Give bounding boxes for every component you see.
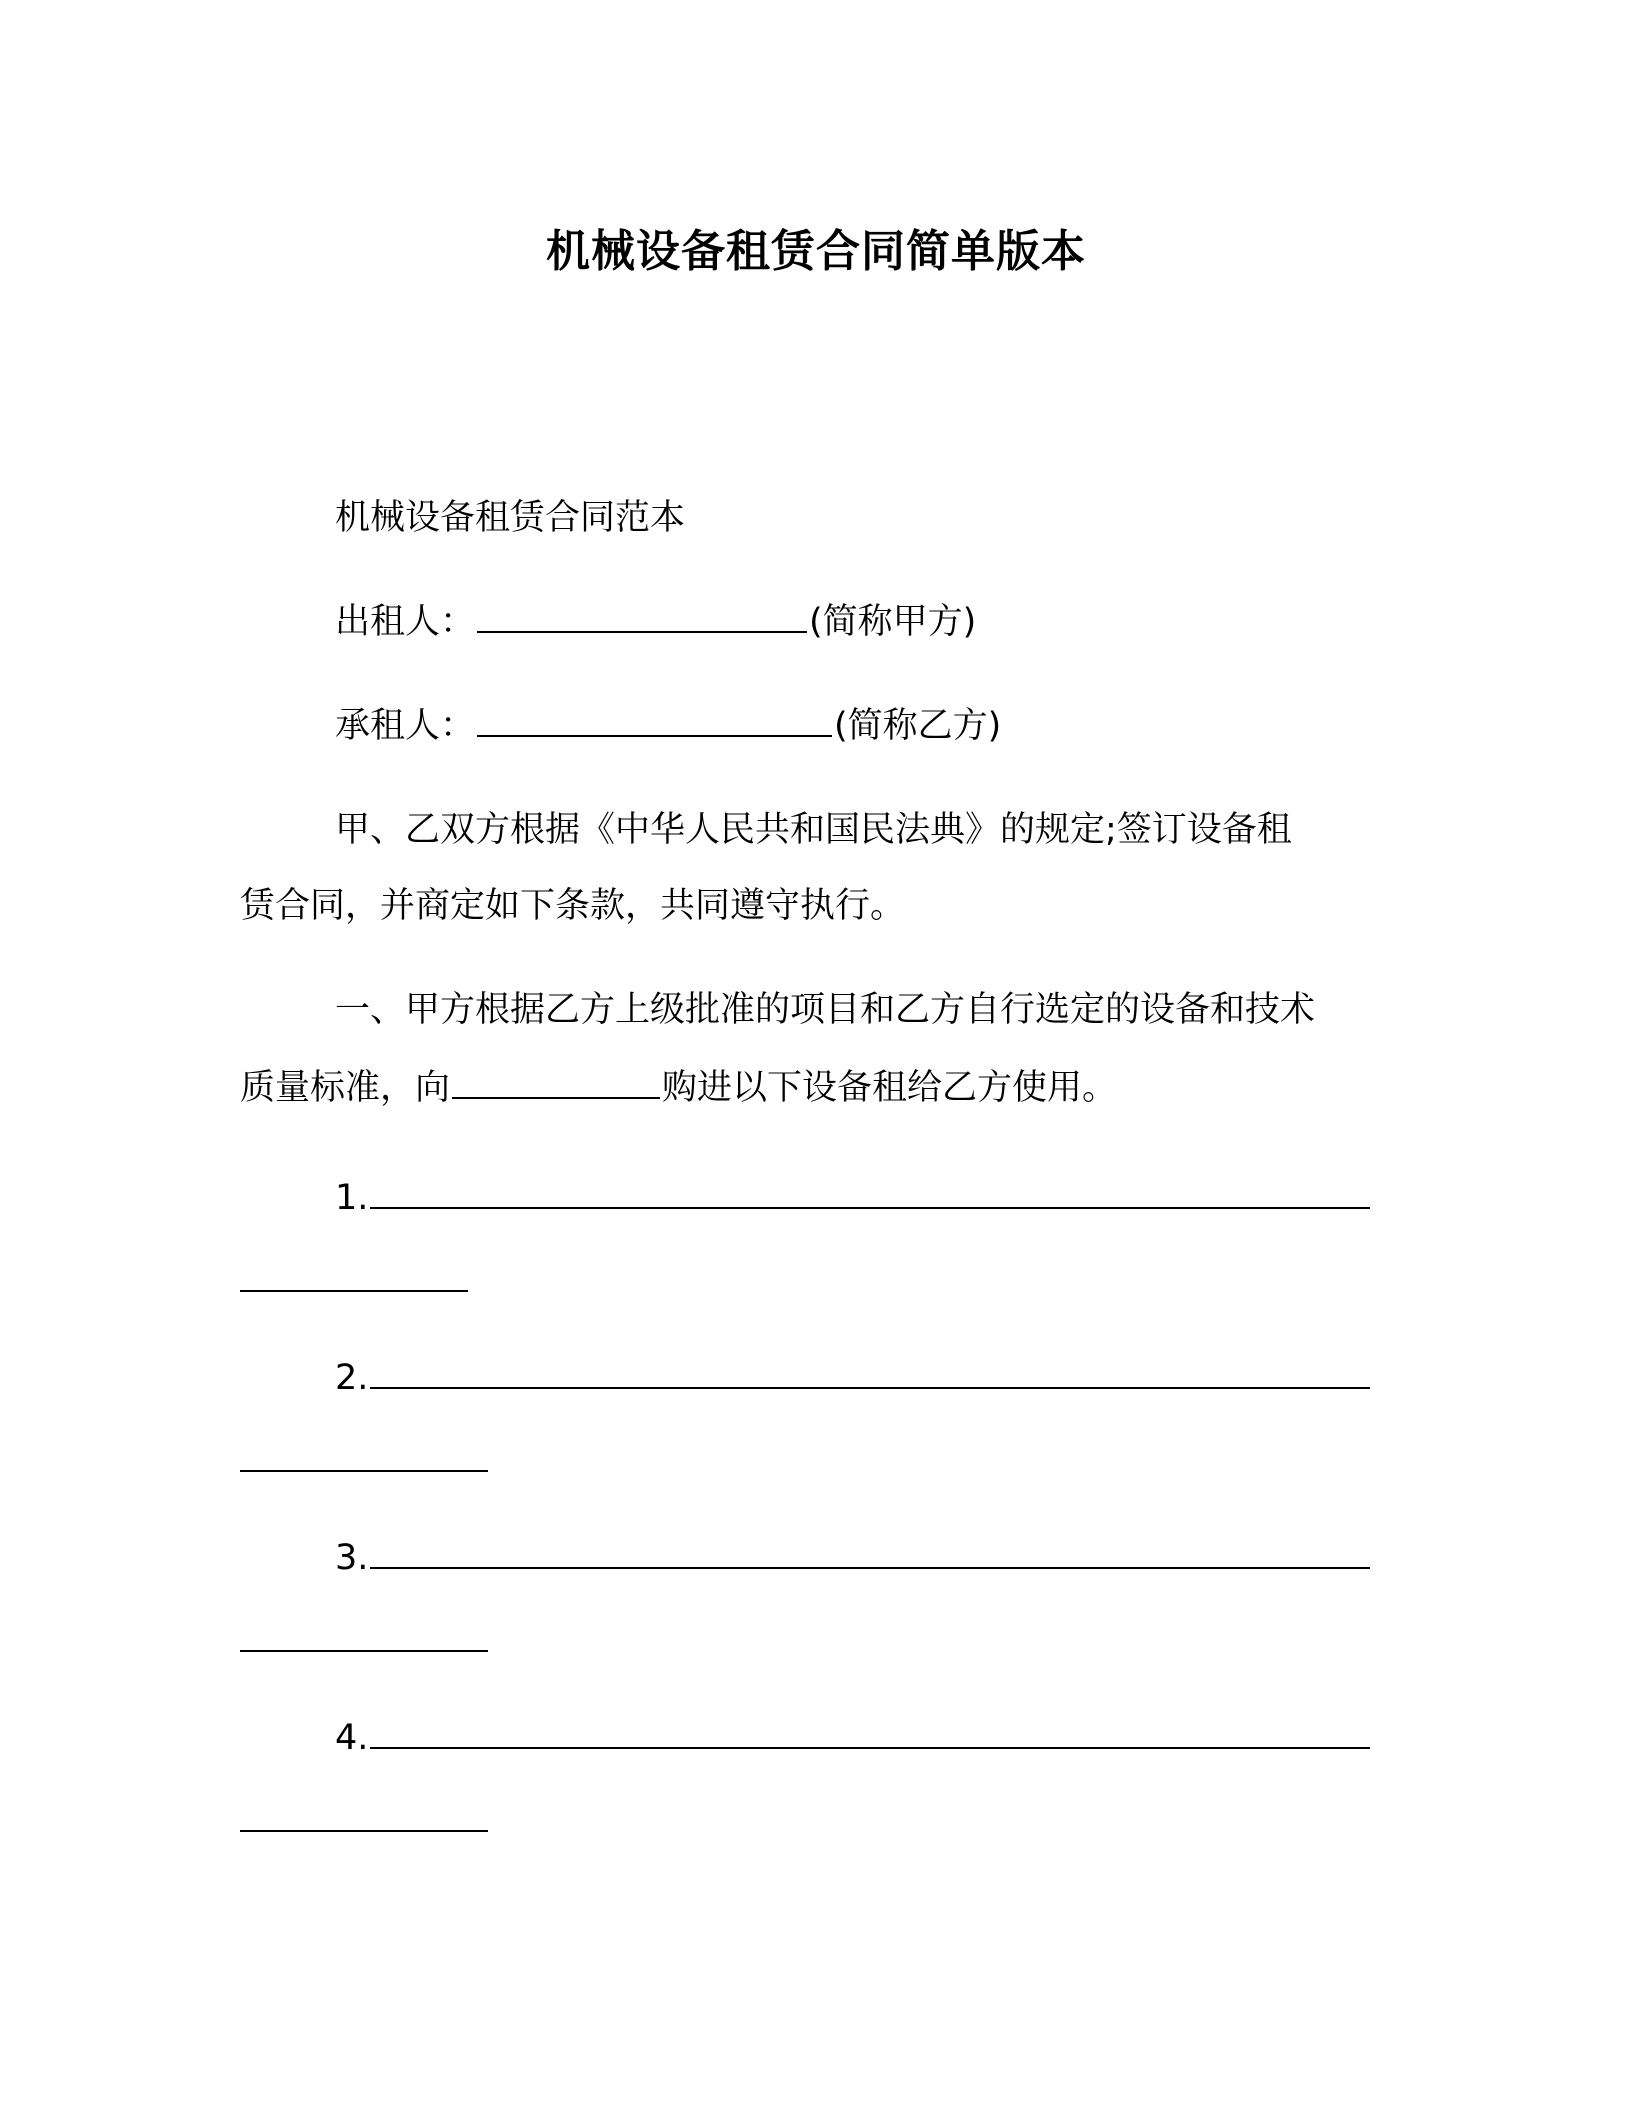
list-item [335, 1174, 1372, 1222]
clause1-line-2 [240, 1064, 1117, 1112]
contract-subtitle: 机械设备租赁合同范本 [335, 498, 686, 538]
lessee-line [335, 702, 1001, 750]
list-item [335, 1534, 1372, 1582]
item-blank[interactable] [370, 1357, 1370, 1389]
lessee-blank[interactable] [477, 705, 832, 737]
document-title: 机械设备租赁合同简单版本 [546, 226, 1086, 277]
list-item [335, 1354, 1372, 1402]
intro-line-1: 甲、乙双方根据《中华人民共和国民法典》的规定;签订设备租 [335, 810, 1292, 850]
item-number: 3. [335, 1538, 369, 1578]
item-blank-continuation[interactable] [240, 1470, 488, 1472]
lessee-label: 承租人： [335, 706, 476, 746]
item-blank-continuation[interactable] [240, 1650, 488, 1652]
item-number: 2. [335, 1358, 369, 1398]
item-blank-continuation[interactable] [240, 1290, 468, 1292]
item-blank-continuation[interactable] [240, 1830, 488, 1832]
clause1-suffix: 购进以下设备租给乙方使用。 [662, 1068, 1118, 1108]
lessee-suffix: (简称乙方) [834, 706, 1002, 746]
clause1-line-1: 一、甲方根据乙方上级批准的项目和乙方自行选定的设备和技术 [335, 990, 1316, 1030]
item-number: 1. [335, 1178, 369, 1218]
lessor-label: 出租人： [335, 602, 476, 642]
lessor-suffix: (简称甲方) [809, 602, 977, 642]
item-number: 4. [335, 1718, 369, 1758]
intro-line-2: 赁合同，并商定如下条款，共同遵守执行。 [240, 886, 906, 926]
lessor-line [335, 598, 976, 646]
supplier-blank[interactable] [452, 1067, 660, 1099]
item-blank[interactable] [370, 1537, 1370, 1569]
lessor-blank[interactable] [477, 601, 807, 633]
item-blank[interactable] [370, 1717, 1370, 1749]
item-blank[interactable] [370, 1177, 1370, 1209]
clause1-prefix: 质量标准，向 [240, 1068, 451, 1108]
list-item [335, 1714, 1372, 1762]
